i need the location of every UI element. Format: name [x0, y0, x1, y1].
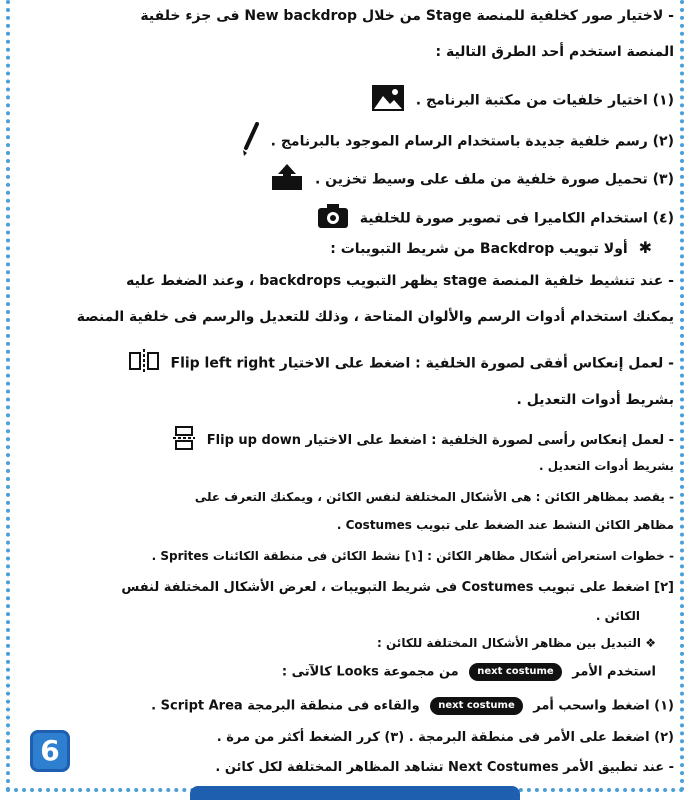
next-costume-block: next costume	[469, 663, 561, 681]
text-line: - خطوات استعراض أشكال مظاهر الكائن : [١] نشط الكائن فى منطقة الكائنات Sprites .	[151, 549, 674, 563]
backdrop-library-icon	[371, 84, 405, 117]
method-1	[365, 84, 674, 117]
text-line: - عند تنشيط خلفية المنصة stage يظهر التبويب backdrops ، وعند الضغط عليه	[126, 273, 674, 289]
text-line: - لعمل إنعكاس أفقى لصورة الخلفية : اضغط على الاختيار Flip left right	[170, 355, 674, 372]
text-line: التبديل بين مظاهر الأشكال المختلفة للكائن :	[377, 636, 642, 650]
subsection-heading	[377, 636, 656, 650]
command-line	[282, 663, 656, 681]
text-line: من مجموعة Looks كالآتى :	[281, 664, 459, 680]
text-line: - عند تطبيق الأمر Next Costumes تشاهد المظاهر المختلفة لكل كائن .	[215, 760, 674, 775]
flip-horizontal-icon	[128, 347, 160, 380]
camera-icon	[317, 203, 349, 234]
text-line: (٣) تحميل صورة خلفية من ملف على وسيط تخزين .	[314, 171, 674, 188]
text-line: (٤) استخدام الكاميرا فى تصوير صورة للخلفية	[359, 210, 674, 227]
flip-vertical-icon	[172, 425, 196, 456]
text-line: (٢) اضغط على الأمر فى منطقة البرمجة . (٣) كرر الضغط أكثر من مرة .	[216, 730, 674, 745]
upload-icon	[270, 162, 304, 197]
text-line: (١) اختيار خلفيات من مكتبة البرنامج .	[415, 92, 674, 109]
flip-horizontal-line	[122, 347, 674, 380]
method-2	[234, 122, 674, 161]
diamond-bullet-icon: ❖	[645, 636, 656, 650]
text-line: استخدم الأمر	[572, 664, 656, 680]
page-number-badge: 6	[30, 730, 70, 772]
step-1-line	[151, 697, 674, 715]
text-line: - يقصد بمظاهر الكائن : هى الأشكال المختلفة لنفس الكائن ، ويمكنك التعرف على	[194, 490, 674, 504]
text-line: الكائن .	[595, 609, 640, 623]
method-4	[311, 203, 674, 234]
section-heading	[330, 238, 652, 258]
text-line: يمكنك استخدام أدوات الرسم والألوان المتاحة ، وذلك للتعديل والرسم فى خلفية المنصة	[76, 309, 674, 325]
text-line: (٢) رسم خلفية جديدة باستخدام الرسام الموجود بالبرنامج .	[270, 133, 674, 150]
text-line: أولا تبويب Backdrop من شريط التبويبات :	[330, 241, 628, 257]
text-line: - لعمل إنعكاس رأسى لصورة الخلفية : اضغط على الاختيار Flip up down	[206, 432, 674, 448]
next-costume-block: next costume	[430, 697, 522, 715]
text-line: مظاهر الكائن النشط عند الضغط على تبويب Costumes .	[336, 518, 674, 532]
flip-vertical-line	[166, 425, 674, 456]
star-bullet-icon: ✱	[638, 238, 652, 257]
text-line: والقاءه فى منطقة البرمجة Script Area .	[151, 698, 420, 714]
text-line: بشريط أدوات التعديل .	[539, 459, 674, 473]
method-3	[264, 162, 674, 197]
text-line: المنصة استخدم أحد الطرق التالية :	[435, 44, 674, 60]
paintbrush-icon	[240, 122, 260, 161]
text-line: [٢] اضغط على تبويب Costumes فى شريط التبويبات ، لعرض الأشكال المختلفة لنفس	[121, 580, 674, 595]
text-line: بشريط أدوات التعديل .	[516, 392, 674, 408]
text-line: - لاختيار صور كخلفية للمنصة Stage من خلال New backdrop فى جزء خلفية	[140, 8, 674, 24]
text-line: (١) اضغط واسحب أمر	[533, 698, 674, 714]
